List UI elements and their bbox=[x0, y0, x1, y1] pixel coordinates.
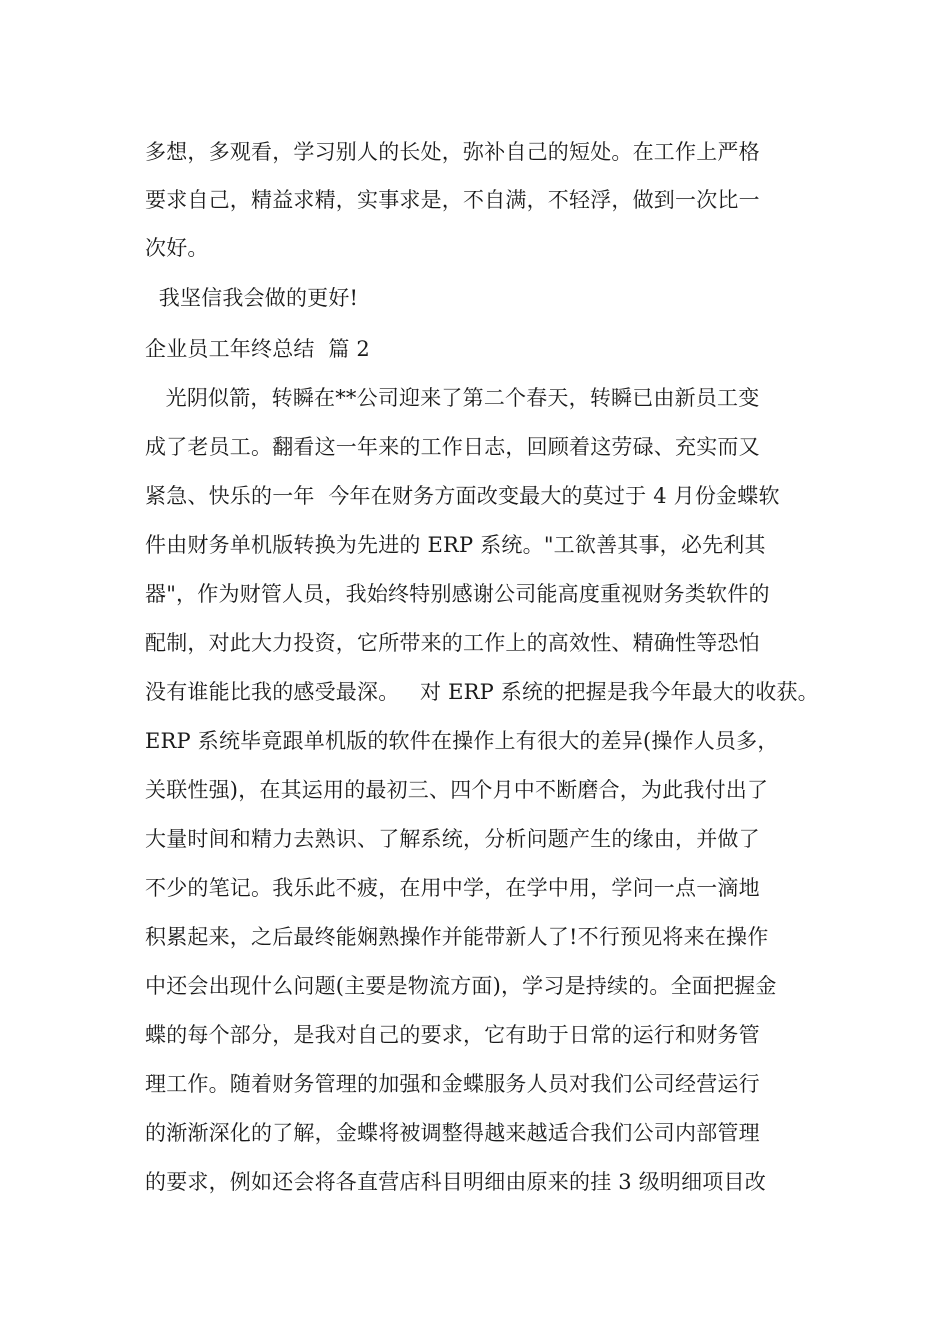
paragraph-3-line-3: 紧急、快乐的一年 今年在财务方面改变最大的莫过于 4 月份金蝶软 bbox=[145, 484, 780, 508]
paragraph-3-line-12: 积累起来，之后最终能娴熟操作并能带新人了!不行预见将来在操作 bbox=[145, 925, 769, 949]
paragraph-1-line-2: 要求自己，精益求精，实事求是，不自满，不轻浮，做到一次比一 bbox=[145, 188, 760, 212]
paragraph-3-line-15: 理工作。随着财务管理的加强和金蝶服务人员对我们公司经营运行 bbox=[145, 1072, 760, 1096]
paragraph-1-line-1: 多想，多观看，学习别人的长处，弥补自己的短处。在工作上严格 bbox=[145, 140, 760, 164]
paragraph-3-line-10: 大量时间和精力去熟识、了解系统，分析问题产生的缘由，并做了 bbox=[145, 827, 760, 851]
section-heading: 企业员工年终总结 篇 2 bbox=[145, 337, 370, 361]
paragraph-3-line-8: ERP 系统毕竟跟单机版的软件在操作上有很大的差异(操作人员多， bbox=[145, 729, 779, 753]
paragraph-3-line-5: 器"，作为财管人员，我始终特别感谢公司能高度重视财务类软件的 bbox=[145, 582, 770, 606]
paragraph-3-line-7: 没有谁能比我的感受最深。 对 ERP 系统的把握是我今年最大的收获。 bbox=[145, 680, 819, 704]
paragraph-1-line-3: 次好。 bbox=[145, 236, 209, 260]
paragraph-3-line-1: 光阴似箭，转瞬在**公司迎来了第二个春天，转瞬已由新员工变 bbox=[145, 386, 760, 410]
paragraph-3-line-2: 成了老员工。翻看这一年来的工作日志，回顾着这劳碌、充实而又 bbox=[145, 435, 760, 459]
paragraph-2: 我坚信我会做的更好! bbox=[145, 286, 359, 310]
paragraph-3-line-9: 关联性强)，在其运用的最初三、四个月中不断磨合，为此我付出了 bbox=[145, 778, 769, 802]
paragraph-3-line-6: 配制，对此大力投资，它所带来的工作上的高效性、精确性等恐怕 bbox=[145, 631, 760, 655]
paragraph-3-line-11: 不少的笔记。我乐此不疲，在用中学，在学中用，学问一点一滴地 bbox=[145, 876, 760, 900]
paragraph-3-line-13: 中还会出现什么问题(主要是物流方面)，学习是持续的。全面把握金 bbox=[145, 974, 777, 998]
paragraph-3-line-16: 的渐渐深化的了解，金蝶将被调整得越来越适合我们公司内部管理 bbox=[145, 1121, 760, 1145]
paragraph-3-line-17: 的要求，例如还会将各直营店科目明细由原来的挂 3 级明细项目改 bbox=[145, 1170, 766, 1194]
paragraph-3-line-14: 蝶的每个部分，是我对自己的要求，它有助于日常的运行和财务管 bbox=[145, 1023, 760, 1047]
paragraph-3-line-4: 件由财务单机版转换为先进的 ERP 系统。"工欲善其事，必先利其 bbox=[145, 533, 766, 557]
